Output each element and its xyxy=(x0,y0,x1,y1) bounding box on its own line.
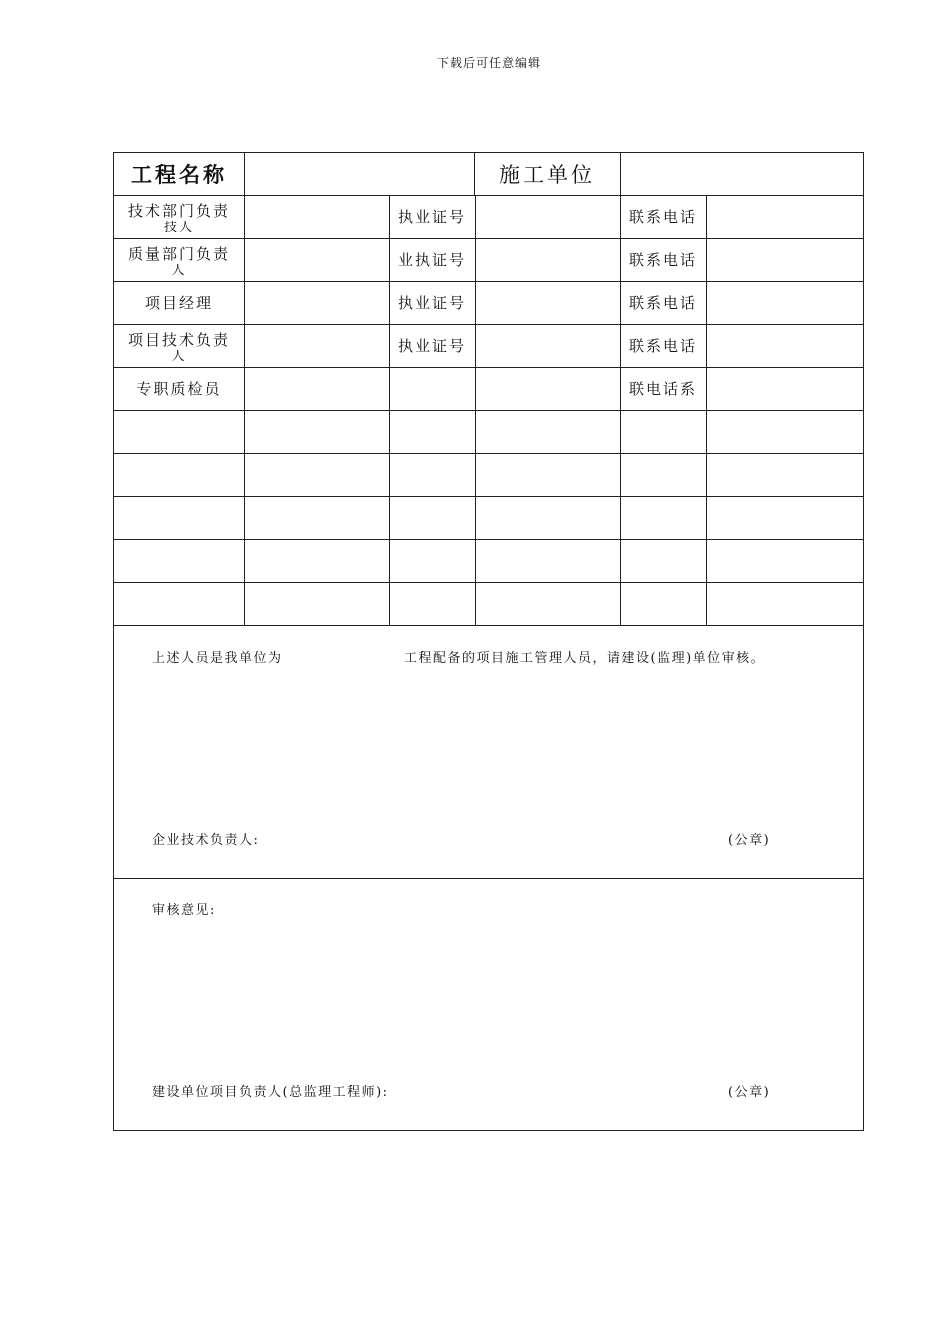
cert-label: 执业证号 xyxy=(397,294,466,312)
cert-number-field[interactable] xyxy=(475,238,620,281)
personnel-registration-form xyxy=(113,152,864,1131)
official-seal-label: (公章) xyxy=(728,833,771,848)
section-divider xyxy=(114,878,863,879)
name-field[interactable] xyxy=(244,195,389,238)
blank-row[interactable] xyxy=(114,496,865,539)
enterprise-tech-lead-label: 企业技术负责人: xyxy=(152,833,260,848)
declaration-text-part1: 上述人员是我单位为 xyxy=(152,651,283,666)
project-name-field[interactable] xyxy=(244,153,474,195)
project-name-label: 工程名称 xyxy=(131,162,227,187)
phone-field[interactable] xyxy=(706,281,865,324)
role-label: 专职质检员 xyxy=(136,380,222,398)
phone-label: 联系电话 xyxy=(628,294,697,312)
official-seal-label: (公章) xyxy=(728,1085,771,1100)
phone-field[interactable] xyxy=(706,238,865,281)
cert-number-field[interactable] xyxy=(475,324,620,367)
role-cell xyxy=(114,238,244,281)
cert-number-field[interactable] xyxy=(475,281,620,324)
name-field[interactable] xyxy=(244,281,389,324)
role-label-wrap: 人 xyxy=(171,263,187,276)
review-opinion-field[interactable] xyxy=(152,923,832,1063)
row-divider xyxy=(114,625,863,626)
cert-label: 执业证号 xyxy=(397,337,466,355)
cert-label: 业执证号 xyxy=(397,251,466,269)
cert-number-field[interactable] xyxy=(475,367,620,410)
name-field[interactable] xyxy=(244,238,389,281)
role-label: 项目技术负责 xyxy=(127,330,230,349)
role-cell xyxy=(114,195,244,238)
cert-label: 执业证号 xyxy=(397,208,466,226)
blank-row[interactable] xyxy=(114,582,865,625)
name-field[interactable] xyxy=(244,367,389,410)
phone-field[interactable] xyxy=(706,195,865,238)
page-header: 下载后可任意编辑 xyxy=(436,56,541,70)
role-cell xyxy=(114,324,244,367)
phone-label: 联系电话 xyxy=(628,251,697,269)
cert-number-field[interactable] xyxy=(475,195,620,238)
contractor-field[interactable] xyxy=(620,153,865,195)
declaration-project-name-blank[interactable] xyxy=(284,643,399,665)
contractor-label: 施工单位 xyxy=(499,163,595,187)
role-label-wrap: 人 xyxy=(171,349,187,362)
role-label: 项目经理 xyxy=(144,294,213,312)
phone-field[interactable] xyxy=(706,324,865,367)
phone-label: 联电话系 xyxy=(628,380,697,398)
declaration-text-part2: 工程配备的项目施工管理人员，请建设(监理)单位审核。 xyxy=(404,651,766,666)
blank-row[interactable] xyxy=(114,539,865,582)
phone-label: 联系电话 xyxy=(628,337,697,355)
role-label: 质量部门负责 xyxy=(127,244,230,263)
owner-project-lead-label: 建设单位项目负责人(总监理工程师): xyxy=(152,1085,389,1100)
role-label: 技术部门负责 xyxy=(127,201,230,220)
phone-label: 联系电话 xyxy=(628,208,697,226)
name-field[interactable] xyxy=(244,324,389,367)
role-label-wrap: 技人 xyxy=(163,220,194,233)
phone-field[interactable] xyxy=(706,367,865,410)
blank-row[interactable] xyxy=(114,453,865,496)
cert-label-blank[interactable] xyxy=(389,367,475,410)
review-opinion-label: 审核意见: xyxy=(152,903,216,918)
blank-row[interactable] xyxy=(114,410,865,453)
